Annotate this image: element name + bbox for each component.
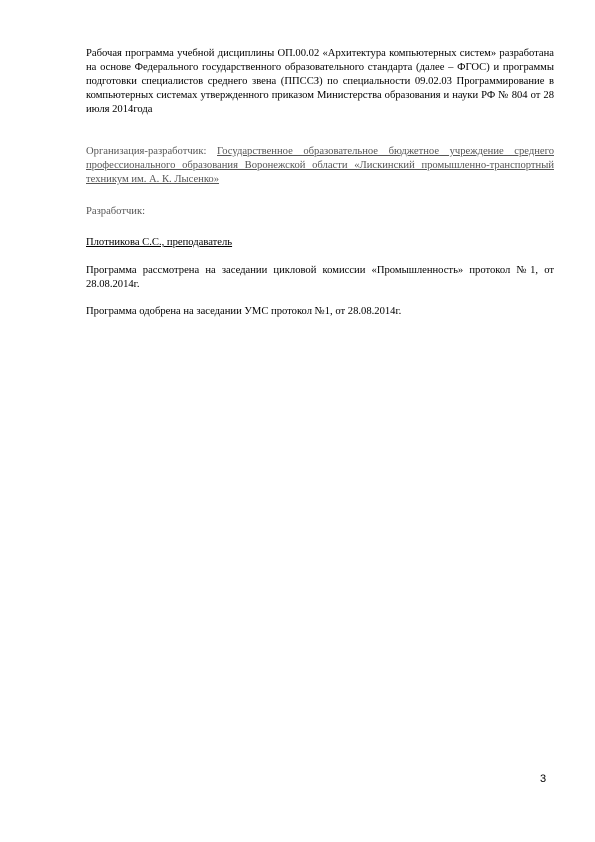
review-paragraph: Программа рассмотрена на заседании цикловой комиссии «Промышленность» протокол №1, от 28.08.2014г. [86,265,554,290]
organization-paragraph [86,145,554,187]
organization-label: Организация-разработчик: [86,146,217,157]
page-number: 3 [540,773,547,785]
intro-paragraph: Рабочая программа учебной дисциплины ОП.00.02 «Архитектура компьютерных систем» разработана на основе Федерального государственного образовательного стандарта (далее – ФГОС) и программы подготовки специалистов среднего звена (ППССЗ) по специальности 09.02.03 Программирование в компьютерных системах утвержденного приказом Министерства образования и науки РФ № 804 от 28 июля 2014года [86,48,554,115]
developer-name: Плотникова С.С., преподаватель [86,237,233,248]
approval-paragraph: Программа одобрена на заседании УМС протокол №1, от 28.08.2014г. [86,306,402,317]
developer-label: Разработчик: [86,206,146,217]
organization-name: Государственное образовательное бюджетное учреждение среднего профессионального образования Воронежской области «Лискинский промышленно-транспортный техникум им. А. К. Лысенко» [86,146,554,185]
